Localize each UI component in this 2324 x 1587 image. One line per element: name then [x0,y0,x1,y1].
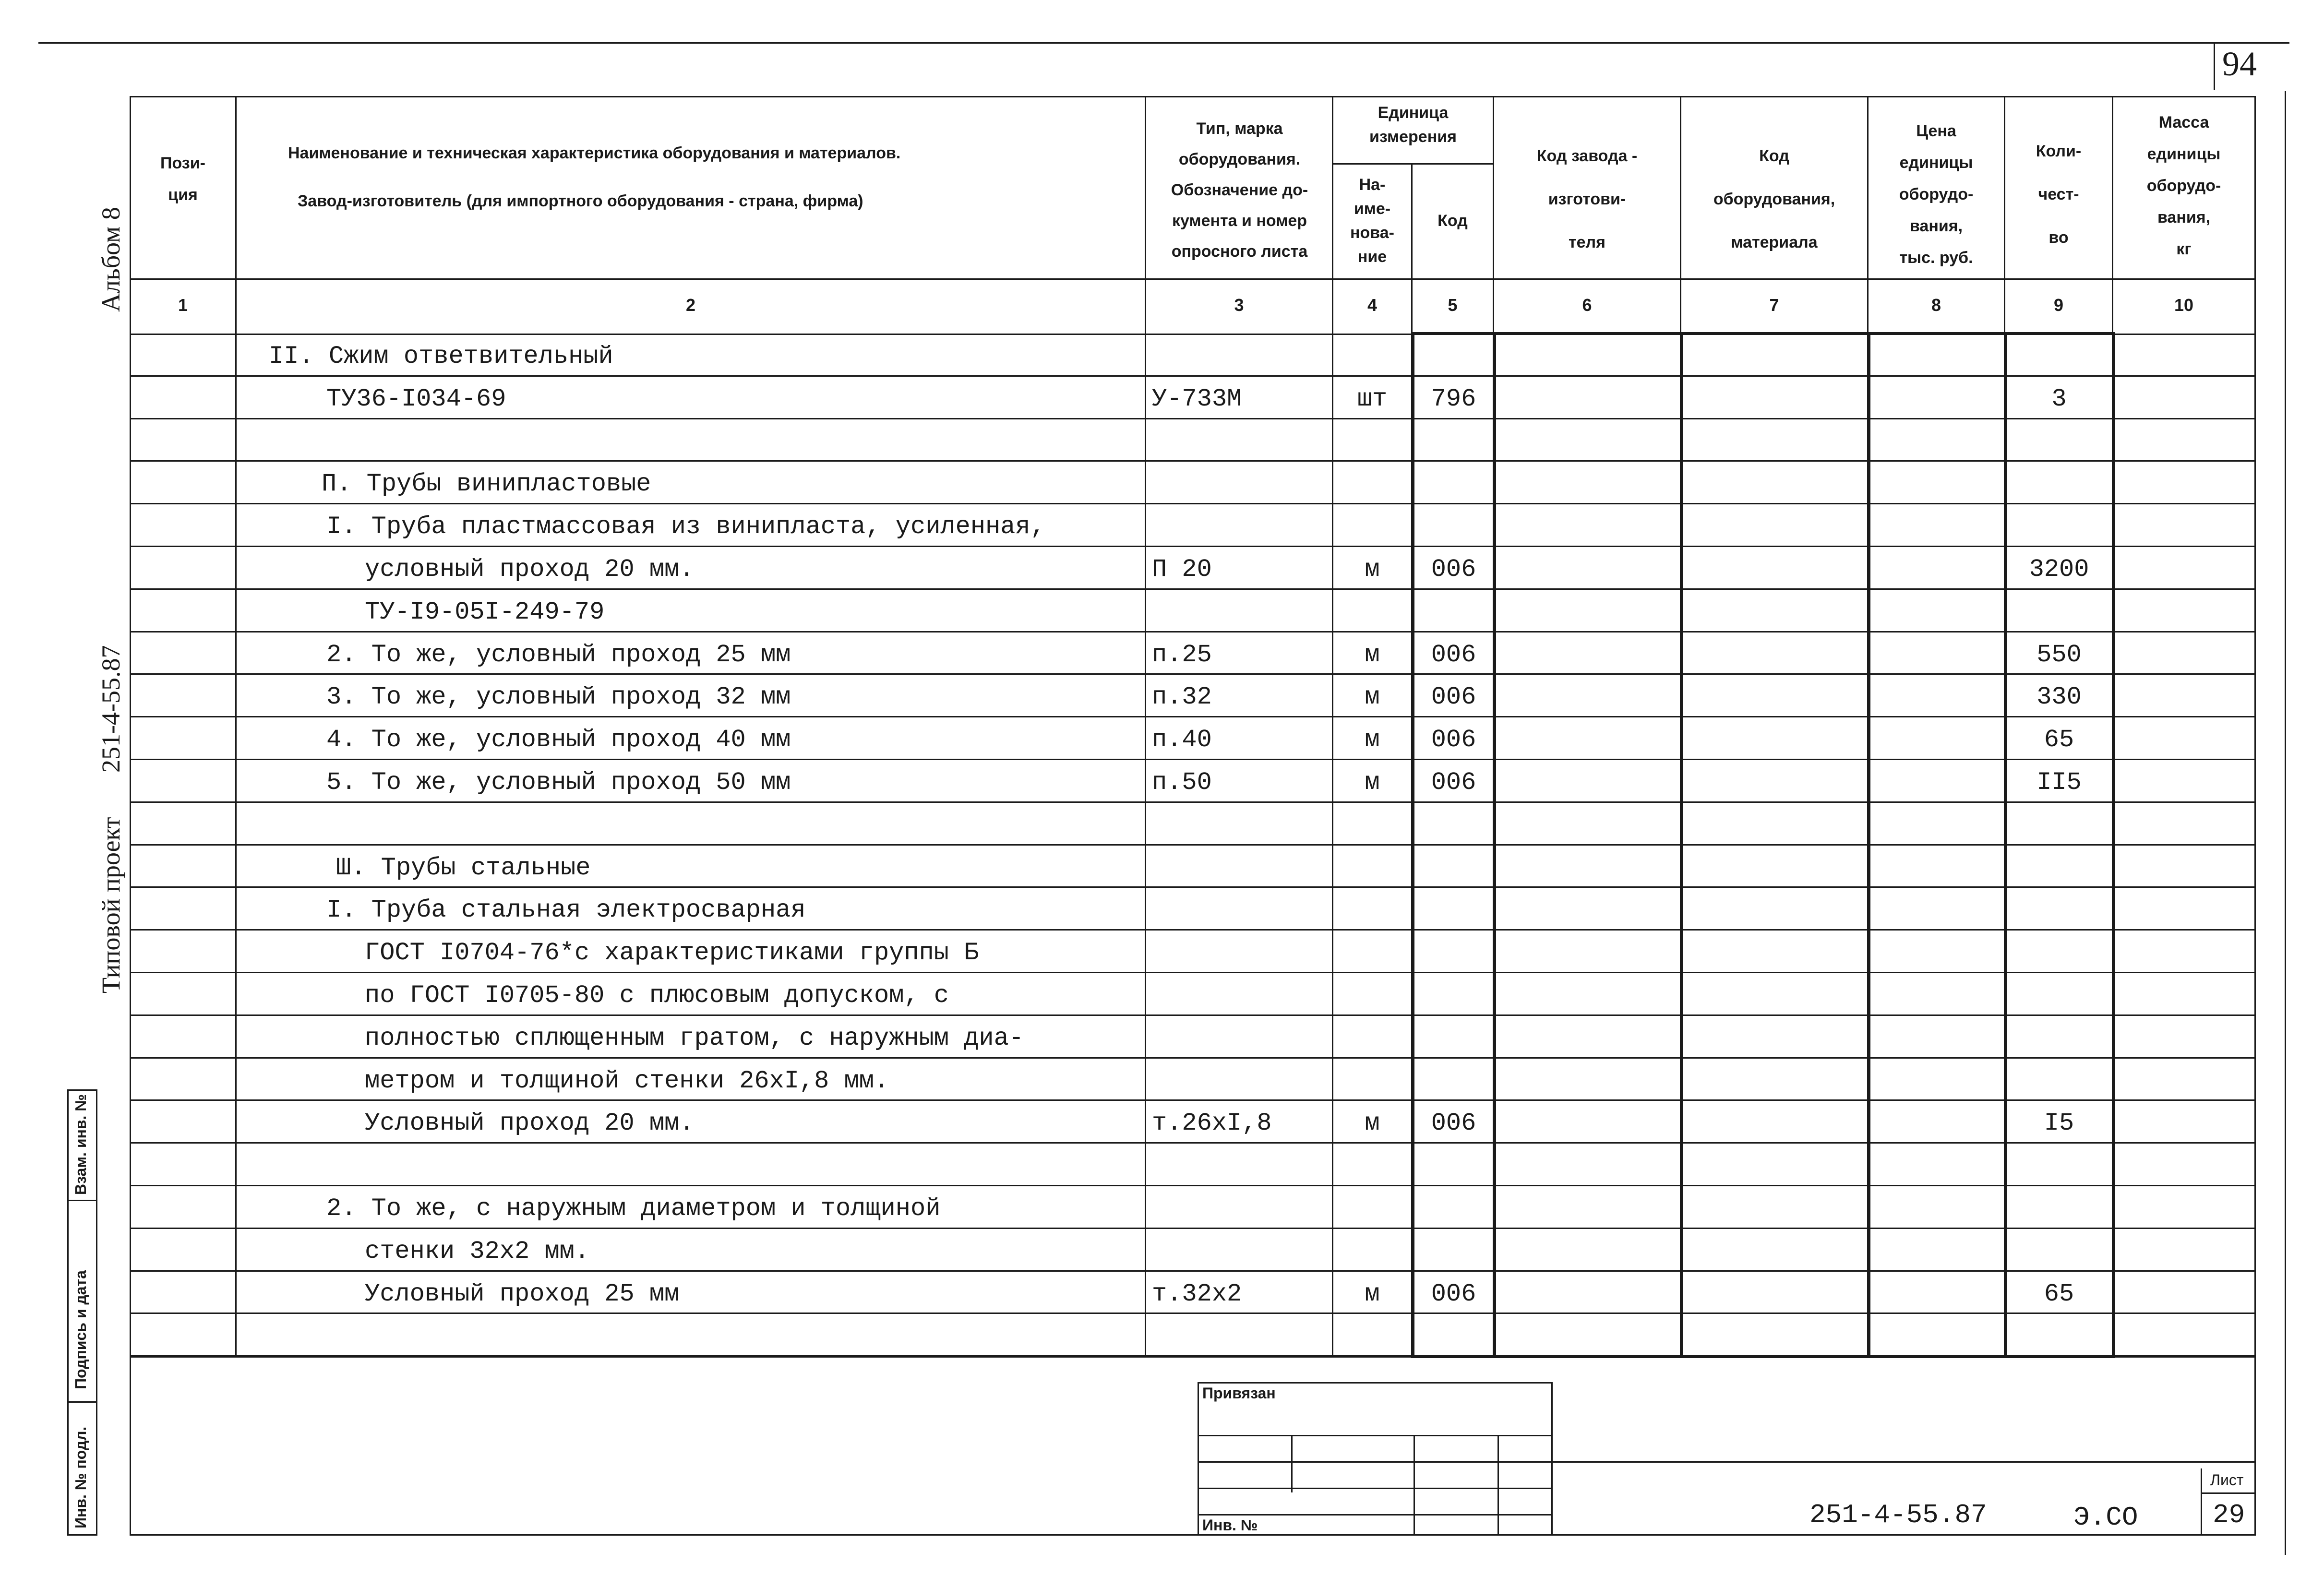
row-qty: 3 [2051,384,2067,413]
row-name: II. Сжим ответвительный [269,342,613,370]
row-name: метром и толщиной стенки 26хI,8 мм. [365,1066,889,1095]
row-name: Ш. Трубы стальные [336,853,591,882]
row-code: 006 [1431,640,1476,669]
body-bold-7 [1867,334,1870,1358]
hdr-price-l2: единицы [1899,154,1973,172]
hdr-pos-l1: Пози- [160,154,205,172]
colnum-9: 9 [2053,295,2064,315]
hdr-pos-l2: ция [168,186,198,204]
header-bottom [130,278,2256,280]
stamp-v2 [1414,1435,1415,1536]
row-name: стенки 32х2 мм. [365,1237,590,1265]
row-type: п.25 [1152,640,1212,669]
row-code: 006 [1431,555,1476,584]
row-unit: м [1365,726,1380,754]
row-type: п.40 [1152,726,1212,754]
left-strip-top [67,1089,97,1091]
left-strip-div2 [67,1401,97,1403]
hdr-qty-l2: чест- [2038,185,2079,203]
hdr-name-a: Наименование и техническая характеристика оборудования и материалов. [288,144,901,162]
row-name: по ГОСТ I0705-80 с плюсовым допуском, с [365,981,949,1010]
row-name: 2. То же, условный проход 25 мм [326,640,791,669]
page-number-box-left [2214,42,2215,90]
row-name: ТУ-I9-05I-249-79 [365,597,605,626]
stamp-row3 [1198,1488,1553,1489]
hdr-type-l5: опросного листа [1171,242,1308,261]
left-strip-outer [67,1089,69,1536]
stamp-row2 [1198,1461,1553,1463]
stamp-top [1198,1382,1553,1384]
row-name: I. Труба пластмассовая из винипласта, усиленная, [326,513,1045,541]
row-name: полностью сплющенным гратом, с наружным диа- [365,1024,1024,1052]
doc-code: 251-4-55.87 [1809,1500,1987,1530]
hdr-factory-l1: Код завода - [1536,147,1638,165]
row-unit: шт [1357,384,1388,413]
hdr-unit-l1: Единица [1378,104,1449,122]
row-name: условный проход 20 мм. [365,555,695,584]
frame-top [130,96,2256,97]
body-bold-top [1411,332,2115,335]
sheet-number: 29 [2213,1500,2245,1530]
body-bold-4 [1411,334,1414,1358]
hdr-equip-code-l3: материала [1731,233,1818,251]
side-inv-podl: Инв. № подл. [72,1426,89,1528]
side-inv-vzam: Взам. инв. № [72,1094,89,1195]
row-unit: м [1365,555,1380,584]
row-type: п.50 [1152,768,1212,797]
row-name: 2. То же, с наружным диаметром и толщиной [326,1194,941,1223]
left-strip-inner [96,1089,97,1536]
row-type: т.26хI,8 [1152,1109,1272,1138]
hdr-equip-code-l2: оборудования, [1713,190,1835,208]
page-number: 94 [2222,45,2257,83]
hdr-unit-name-l3: нова- [1350,224,1394,242]
row-type: П 20 [1152,555,1212,584]
row-unit: м [1365,683,1380,712]
left-strip-bottom [67,1534,97,1536]
hdr-unit-name [1333,173,1411,269]
row-code: 006 [1431,768,1476,797]
hdr-mass-l3: оборудо- [2146,177,2221,195]
hdr-equip-code-l1: Код [1759,147,1789,165]
stamp-row1 [1198,1435,1553,1436]
colnum-2: 2 [685,295,696,315]
side-album: Альбом 8 [96,207,125,312]
hdr-unit-name-l4: ние [1357,248,1387,266]
body-bold-8 [2004,334,2007,1358]
row-code: 006 [1431,1279,1476,1308]
hdr-price-l1: Цена [1916,122,1956,140]
sheet-box-mid [2201,1492,2256,1494]
side-project-code: 251-4-55.87 [96,645,125,773]
hdr-name-b: Завод-изготовитель (для импортного оборудования - страна, фирма) [298,192,863,210]
stamp-left [1198,1382,1199,1536]
row-type: т.32х2 [1152,1279,1242,1308]
row-qty: 65 [2044,726,2074,754]
colnum-8: 8 [1931,295,1941,315]
hdr-factory [1494,134,1680,264]
top-rule [38,42,2289,44]
row-qty: II5 [2036,768,2082,797]
row-name: ТУ36-I034-69 [326,384,506,413]
row-name: 4. То же, условный проход 40 мм [326,726,791,754]
colnum-5: 5 [1448,295,1458,315]
colnum-7: 7 [1769,295,1779,315]
stamp-attached: Привязан [1202,1384,1276,1402]
hdr-unit-code: Код [1438,212,1468,230]
hdr-type-l1: Тип, марка [1196,119,1283,138]
row-qty: 3200 [2029,555,2089,584]
hdr-equip-code [1681,134,1867,264]
hdr-mass [2113,107,2254,265]
body-bold-5 [1493,334,1496,1358]
hdr-qty-l3: во [2048,228,2069,247]
hdr-unit-name-l2: име- [1354,200,1391,218]
stamp-right [1551,1382,1553,1536]
side-sign-date: Подпись и дата [72,1270,89,1389]
row-name: П. Трубы винипластовые [322,470,651,499]
hdr-type-l4: кумента и номер [1172,212,1307,230]
row-unit: м [1365,640,1380,669]
row-unit: м [1365,1109,1380,1138]
stamp-inv-no: Инв. № [1202,1516,1258,1534]
frame-right-outer [2285,91,2286,1555]
side-project-type: Типовой проект [96,817,125,993]
body-bold-6 [1680,334,1683,1358]
hdr-type-l2: оборудования. [1178,150,1301,168]
hdr-type [1147,113,1332,267]
hdr-unit [1333,101,1493,149]
hdr-unit-name-l1: На- [1359,176,1386,194]
hdr-qty-l1: Коли- [2036,142,2082,160]
row-line [130,460,2256,462]
row-code: 796 [1431,384,1476,413]
hdr-mass-l2: единицы [2147,145,2221,163]
hdr-unit-l2: измерения [1369,128,1457,146]
hdr-price-l4: вания, [1909,217,1963,235]
frame-bottom [130,1534,2256,1536]
row-line [130,1355,2256,1357]
col-line-2 [1145,96,1146,1357]
row-name: Условный проход 25 мм [365,1279,680,1308]
left-strip-div1 [67,1200,97,1201]
row-qty: 550 [2036,640,2082,669]
body-bold-9 [2112,334,2115,1358]
hdr-price [1869,115,2004,274]
hdr-factory-l3: теля [1569,233,1605,251]
row-name: 3. То же, условный проход 32 мм [326,683,791,712]
sheet-label: Лист [2210,1471,2244,1489]
row-code: 006 [1431,726,1476,754]
hdr-mass-l5: кг [2176,240,2192,258]
sheet-box-left [2201,1468,2202,1536]
frame-right [2254,96,2256,1536]
row-code: 006 [1431,1109,1476,1138]
row-qty: 330 [2036,683,2082,712]
row-type: п.32 [1152,683,1212,712]
colnum-4: 4 [1367,295,1378,315]
row-line [130,844,2256,846]
hdr-price-l3: оборудо- [1899,185,1974,203]
row-name: ГОСТ I0704-76*с характеристиками группы Б [365,939,979,967]
row-line [130,1185,2256,1186]
colnum-3: 3 [1234,295,1244,315]
row-qty: 65 [2044,1279,2074,1308]
hdr-qty [2005,130,2112,259]
hdr-mass-l1: Масса [2158,113,2209,131]
row-name: I. Труба стальная электросварная [326,896,806,925]
row-type: У-733М [1152,384,1242,413]
stamp-row4 [1198,1514,1553,1515]
col-line-1 [235,96,237,1357]
hdr-type-l3: Обозначение до- [1171,181,1308,199]
colnum-10: 10 [2174,295,2194,315]
hdr-mass-l4: вания, [2157,208,2211,227]
row-qty: I5 [2044,1109,2074,1138]
hdr-pos [131,149,235,209]
row-name: Условный проход 20 мм. [365,1109,695,1138]
stamp-v1 [1291,1435,1293,1492]
hdr-factory-l2: изготови- [1548,190,1626,208]
row-name: 5. То же, условный проход 50 мм [326,768,791,797]
doc-section: Э.СО [2073,1502,2138,1533]
title-block-top [1551,1461,2256,1463]
stamp-v3 [1497,1435,1499,1536]
hdr-price-l5: тыс. руб. [1899,249,1973,267]
row-unit: м [1365,1279,1380,1308]
row-code: 006 [1431,683,1476,712]
colnum-1: 1 [178,295,188,315]
row-unit: м [1365,768,1380,797]
colnum-6: 6 [1582,295,1592,315]
